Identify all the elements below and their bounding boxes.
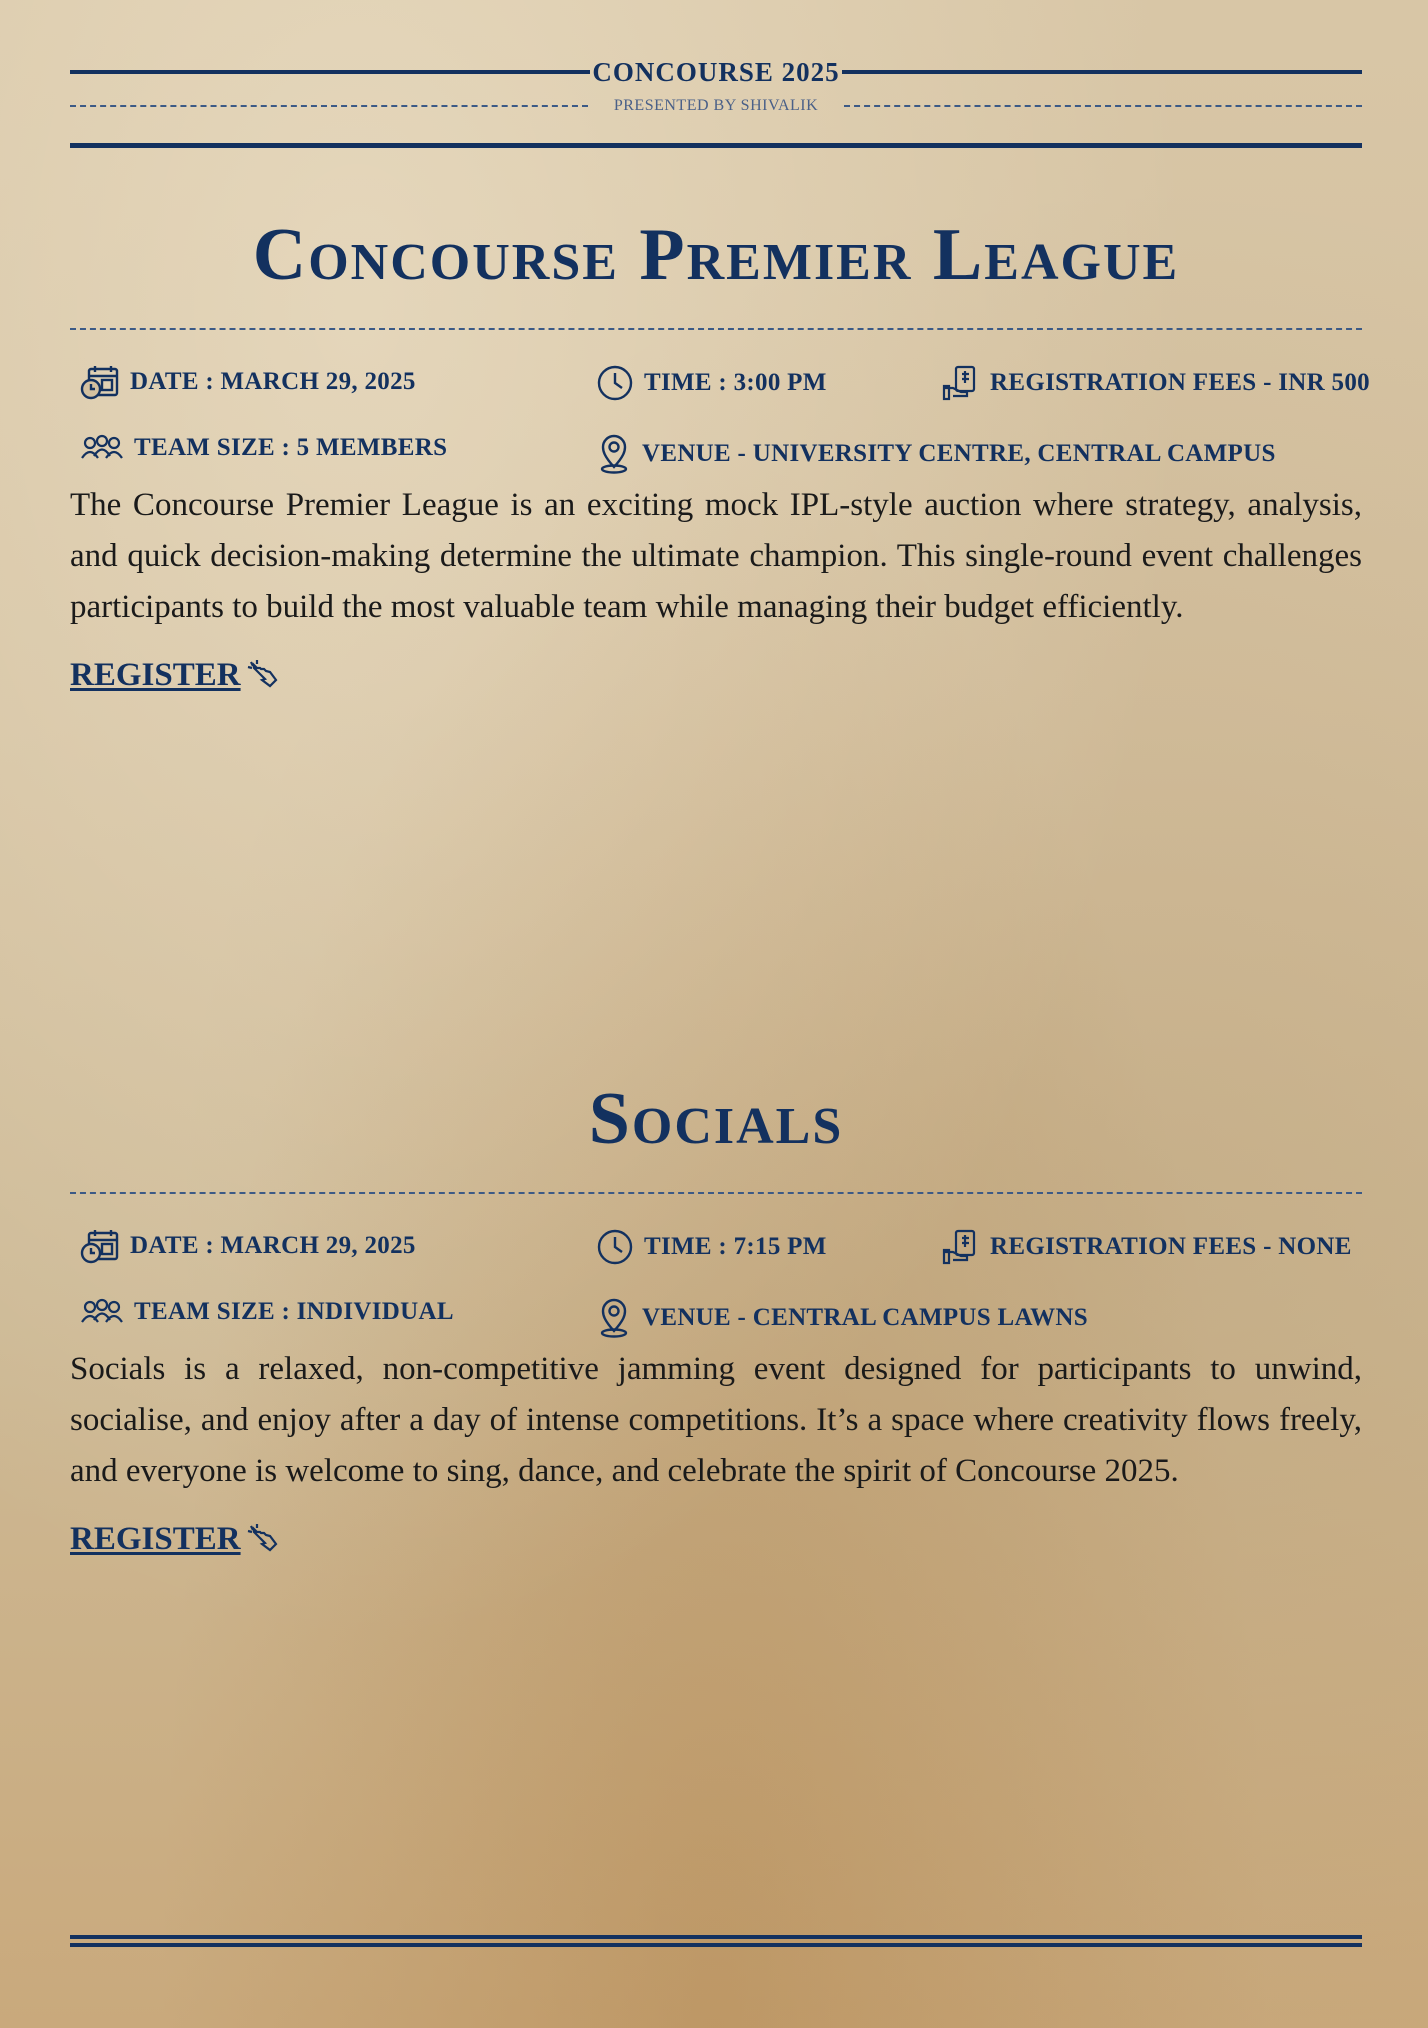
masthead-line-right	[842, 70, 1362, 74]
location-pin-icon	[596, 1298, 632, 1338]
event-details	[70, 1194, 1362, 1344]
pointing-hand-icon	[245, 1522, 281, 1558]
footer-rules	[70, 1935, 1362, 1947]
clock-icon	[596, 364, 634, 402]
masthead	[70, 52, 1362, 152]
event-fees-text: REGISTRATION FEES - INR 500	[990, 369, 1370, 396]
event-date-text: DATE : MARCH 29, 2025	[130, 368, 416, 395]
event-title: Concourse Premier League	[252, 214, 1180, 296]
register-label: REGISTER	[70, 657, 241, 693]
register-button[interactable]	[70, 1521, 281, 1558]
event-venue-text: VENUE - UNIVERSITY CENTRE, CENTRAL CAMPUS	[642, 440, 1276, 467]
pointing-hand-icon	[245, 658, 281, 694]
event-fees-text: REGISTRATION FEES - NONE	[990, 1233, 1352, 1260]
event-description: Socials is a relaxed, non-competitive jamming event designed for participants to unwind, socialise, and enjoy after a day of intense competitions. It’s a space where creativity flows freely, and everyone is welcome to sing, dance, and celebrate the spirit of Concourse 2025.	[70, 1351, 1362, 1489]
event-team-size-text: TEAM SIZE : 5 MEMBERS	[134, 434, 448, 461]
register-label: REGISTER	[70, 1521, 241, 1557]
masthead-title: CONCOURSE 2025	[592, 56, 840, 87]
register-button[interactable]	[70, 657, 281, 694]
event-details	[70, 330, 1370, 480]
event-team-size-text: TEAM SIZE : INDIVIDUAL	[134, 1298, 454, 1325]
event-time-text: TIME : 7:15 PM	[644, 1233, 827, 1260]
event-section-socials	[70, 1078, 1362, 1558]
masthead-dash-left	[70, 105, 588, 107]
event-description: The Concourse Premier League is an exciting mock IPL-style auction where strategy, analysis, and quick decision-making determine the ultimate champion. This single-round event challenges participants to build the most valuable team while managing their budget efficiently.	[70, 487, 1362, 625]
money-hand-icon	[942, 1228, 980, 1266]
team-icon	[80, 434, 124, 462]
masthead-rule	[70, 143, 1362, 148]
event-team-size	[80, 1298, 454, 1326]
location-pin-icon	[596, 434, 632, 474]
event-fees	[942, 364, 1370, 402]
event-venue-text: VENUE - CENTRAL CAMPUS LAWNS	[642, 1304, 1088, 1331]
footer-rule-bottom	[70, 1943, 1362, 1947]
money-hand-icon	[942, 364, 980, 402]
masthead-dash-right	[844, 105, 1362, 107]
masthead-subtitle-row	[70, 92, 1362, 120]
event-time	[596, 1228, 827, 1266]
calendar-icon	[80, 1228, 120, 1264]
event-team-size	[80, 434, 447, 462]
event-date	[80, 364, 416, 400]
event-time	[596, 364, 827, 402]
footer-rule-top	[70, 1935, 1362, 1939]
team-icon	[80, 1298, 124, 1326]
clock-icon	[596, 1228, 634, 1266]
event-title: Socials	[588, 1078, 844, 1160]
calendar-icon	[80, 364, 120, 400]
event-section-premier-league	[70, 214, 1370, 694]
event-fees	[942, 1228, 1352, 1266]
masthead-title-row	[70, 52, 1362, 92]
event-venue	[596, 1298, 1088, 1338]
masthead-subtitle: PRESENTED BY SHIVALIK	[613, 97, 819, 114]
masthead-line-left	[70, 70, 590, 74]
event-venue	[596, 434, 1276, 474]
event-date-text: DATE : MARCH 29, 2025	[130, 1232, 416, 1259]
event-date	[80, 1228, 416, 1264]
event-time-text: TIME : 3:00 PM	[644, 369, 827, 396]
